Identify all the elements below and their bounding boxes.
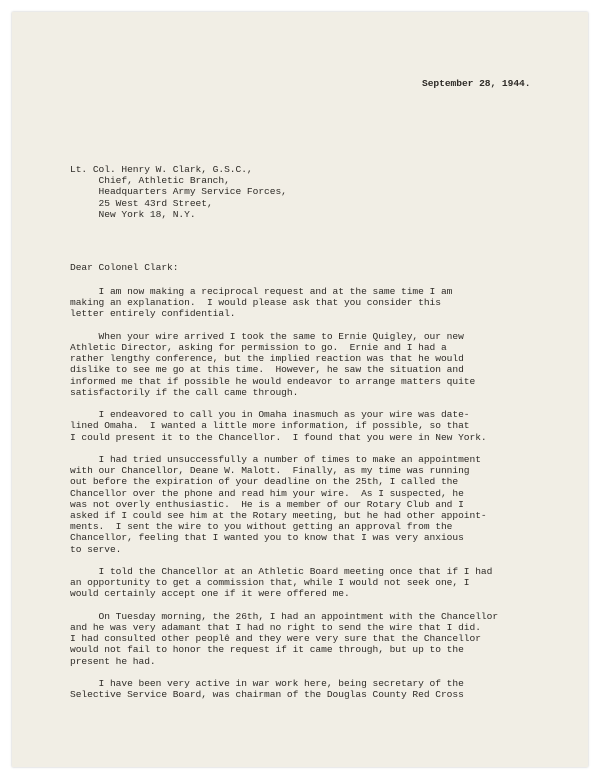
recipient-line: Chief, Athletic Branch, <box>70 175 230 187</box>
paragraph-line: was not overly enthusiastic. He is a member of our Rotary Club and I <box>70 498 464 510</box>
paragraph-line: an opportunity to get a commission that, while I would not seek one, I <box>70 577 470 589</box>
paragraph-line: When your wire arrived I took the same to Ernie Quigley, our new <box>70 330 464 342</box>
paragraph-line: Athletic Director, asking for permission to go. Ernie and I had a <box>70 342 447 353</box>
paragraph-line: I told the Chancellor at an Athletic Board meeting once that if I had <box>70 566 493 578</box>
body-paragraph <box>70 611 550 667</box>
paragraph-line: I am now making a reciprocal request and at the same time I am <box>70 286 453 297</box>
paragraph-line: Chancellor over the phone and read him your wire. As I suspected, he <box>70 487 464 499</box>
paragraph-line: lined Omaha. I wanted a little more information, if possible, so that <box>70 420 470 432</box>
paragraph-line: and he was very adamant that I had no right to send the wire that I did. <box>70 622 481 634</box>
paragraph-line: Selective Service Board, was chairman of the Douglas County Red Cross <box>70 689 464 701</box>
salutation: Dear Colonel Clark: <box>70 262 179 273</box>
paragraph-line: ments. I sent the wire to you without getting an approval from the <box>70 521 453 533</box>
body-paragraph <box>70 566 550 600</box>
paragraph-line: rather lengthy conference, but the implied reaction was that he would <box>70 353 464 365</box>
paragraph-line: would certainly accept one if it were offered me. <box>70 588 350 600</box>
paragraph-line: dislike to see me go at this time. However, he saw the situation and <box>70 364 464 376</box>
paragraph-line: making an explanation. I would please ask that you consider this <box>70 297 441 309</box>
paragraph-line: to serve. <box>70 543 122 555</box>
paragraph-line: with our Chancellor, Deane W. Malott. Finally, as my time was running <box>70 465 470 477</box>
body-paragraph <box>70 678 550 700</box>
letter-page <box>12 12 588 767</box>
letter-date: September 28, 1944. <box>422 78 531 89</box>
recipient-address <box>70 164 550 220</box>
letter-body <box>70 286 550 700</box>
paragraph-line: I had tried unsuccessfully a number of times to make an appointment <box>70 454 481 465</box>
paragraph-line: out before the expiration of your deadline on the 25th, I called the <box>70 476 459 488</box>
paragraph-line: I endeavored to call you in Omaha inasmuch as your wire was date- <box>70 409 470 421</box>
paragraph-line: Chancellor, feeling that I wanted you to know that I was very anxious <box>70 532 464 544</box>
paragraph-line: letter entirely confidential. <box>70 308 236 320</box>
paragraph-line: satisfactorily if the call came through. <box>70 386 299 398</box>
paragraph-line: On Tuesday morning, the 26th, I had an appointment with the Chancellor <box>70 610 499 622</box>
paragraph-line: present he had. <box>70 655 156 667</box>
recipient-line: 25 West 43rd Street, <box>70 197 213 209</box>
recipient-line: Lt. Col. Henry W. Clark, G.S.C., <box>70 164 253 175</box>
paragraph-line: would not fail to honor the request if it came through, but up to the <box>70 644 464 656</box>
paragraph-line: asked if I could see him at the Rotary meeting, but he had other appoint- <box>70 510 487 522</box>
paragraph-line: informed me that if possible he would endeavor to arrange matters quite <box>70 375 476 387</box>
body-paragraph <box>70 331 550 398</box>
body-paragraph <box>70 286 550 320</box>
body-paragraph <box>70 409 550 443</box>
paragraph-line: I had consulted other peoplê and they were very sure that the Chancellor <box>70 633 481 645</box>
paragraph-line: I could present it to the Chancellor. I found that you were in New York. <box>70 431 487 443</box>
body-paragraph <box>70 454 550 555</box>
recipient-line: New York 18, N.Y. <box>70 208 196 220</box>
recipient-line: Headquarters Army Service Forces, <box>70 186 287 198</box>
paragraph-line: I have been very active in war work here, being secretary of the <box>70 678 464 690</box>
